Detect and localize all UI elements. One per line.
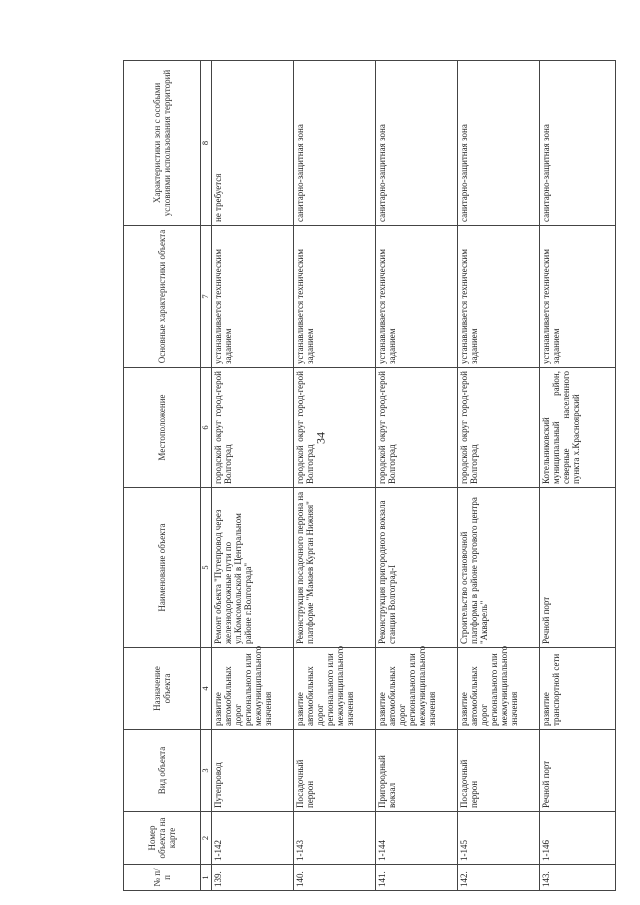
header-cell: Местоположение	[124, 368, 201, 488]
object-type: Путепровод	[211, 730, 293, 812]
column-number: 1	[201, 865, 212, 891]
object-location: городской округ город-герой Волгоград	[375, 368, 457, 488]
column-number: 2	[201, 812, 212, 865]
object-purpose: развитие автомобильных дорог регионального или межмуниципального значения	[375, 648, 457, 730]
object-characteristics: устанавливается техническим заданием	[457, 226, 539, 368]
object-location: городской округ город-герой Волгоград	[211, 368, 293, 488]
map-number: 1-146	[539, 812, 615, 865]
table-row	[457, 61, 539, 891]
object-purpose: развитие автомобильных дорог регионального или межмуниципального значения	[211, 648, 293, 730]
object-purpose: развитие автомобильных дорог регионального или межмуниципального значения	[293, 648, 375, 730]
zone-characteristics: не требуется	[211, 61, 293, 226]
map-number: 1-143	[293, 812, 375, 865]
map-number: 1-144	[375, 812, 457, 865]
header-cell: Основные характеристики объекта	[124, 226, 201, 368]
row-number: 143.	[539, 865, 615, 891]
row-number: 142.	[457, 865, 539, 891]
object-characteristics: устанавливается техническим заданием	[375, 226, 457, 368]
object-name: Строительство остановочной платформы в районе торгового центра "Акварель"	[457, 488, 539, 648]
header-cell: Вид объекта	[124, 730, 201, 812]
table-row	[539, 61, 615, 891]
table-row	[293, 61, 375, 891]
row-number: 139.	[211, 865, 293, 891]
page-number: 34	[313, 432, 328, 444]
map-number: 1-142	[211, 812, 293, 865]
table-row	[211, 61, 293, 891]
object-name: Реконструкция пригородного вокзала станции Волгоград-I	[375, 488, 457, 648]
object-name: Ремонт объекта "Путепровод через железнодорожные пути по ул.Комсомольской в Центральном районе г.Волгограда"	[211, 488, 293, 648]
header-cell: Характеристики зон с особыми условиями использования территорий	[124, 61, 201, 226]
object-type: Посадочный перрон	[457, 730, 539, 812]
object-purpose: развитие транспортной сети	[539, 648, 615, 730]
column-number: 7	[201, 226, 212, 368]
row-number: 140.	[293, 865, 375, 891]
object-name: Реконструкция посадочного перрона на платформе "Мамаев Курган Нижняя"	[293, 488, 375, 648]
header-cell: № п/п	[124, 865, 201, 891]
object-type: Пригородный вокзал	[375, 730, 457, 812]
column-number: 6	[201, 368, 212, 488]
column-number: 8	[201, 61, 212, 226]
zone-characteristics: санитарно-защитная зона	[375, 61, 457, 226]
rotated-table-container	[123, 61, 619, 891]
object-type: Посадочный перрон	[293, 730, 375, 812]
table-header-row	[124, 61, 201, 891]
column-number-row	[201, 61, 212, 891]
header-cell: Назначение объекта	[124, 648, 201, 730]
column-number: 4	[201, 648, 212, 730]
objects-table	[123, 60, 616, 891]
object-location: городской округ город-герой Волгоград	[457, 368, 539, 488]
zone-characteristics: санитарно-защитная зона	[457, 61, 539, 226]
object-type: Речной порт	[539, 730, 615, 812]
object-purpose: развитие автомобильных дорог регионального или межмуниципального значения	[457, 648, 539, 730]
object-location: городской округ город-герой Волгоград	[293, 368, 375, 488]
object-location: Котельниковский муниципальный район, северные населенного пункта х.Красноярский	[539, 368, 615, 488]
map-number: 1-145	[457, 812, 539, 865]
zone-characteristics: санитарно-защитная зона	[539, 61, 615, 226]
row-number: 141.	[375, 865, 457, 891]
zone-characteristics: санитарно-защитная зона	[293, 61, 375, 226]
object-name: Речной порт	[539, 488, 615, 648]
object-characteristics: устанавливается техническим заданием	[293, 226, 375, 368]
object-characteristics: устанавливается техническим заданием	[211, 226, 293, 368]
object-characteristics: устанавливается техническим заданием	[539, 226, 615, 368]
header-cell: Номер объекта на карте	[124, 812, 201, 865]
column-number: 3	[201, 730, 212, 812]
table-row	[375, 61, 457, 891]
column-number: 5	[201, 488, 212, 648]
header-cell: Наименование объекта	[124, 488, 201, 648]
